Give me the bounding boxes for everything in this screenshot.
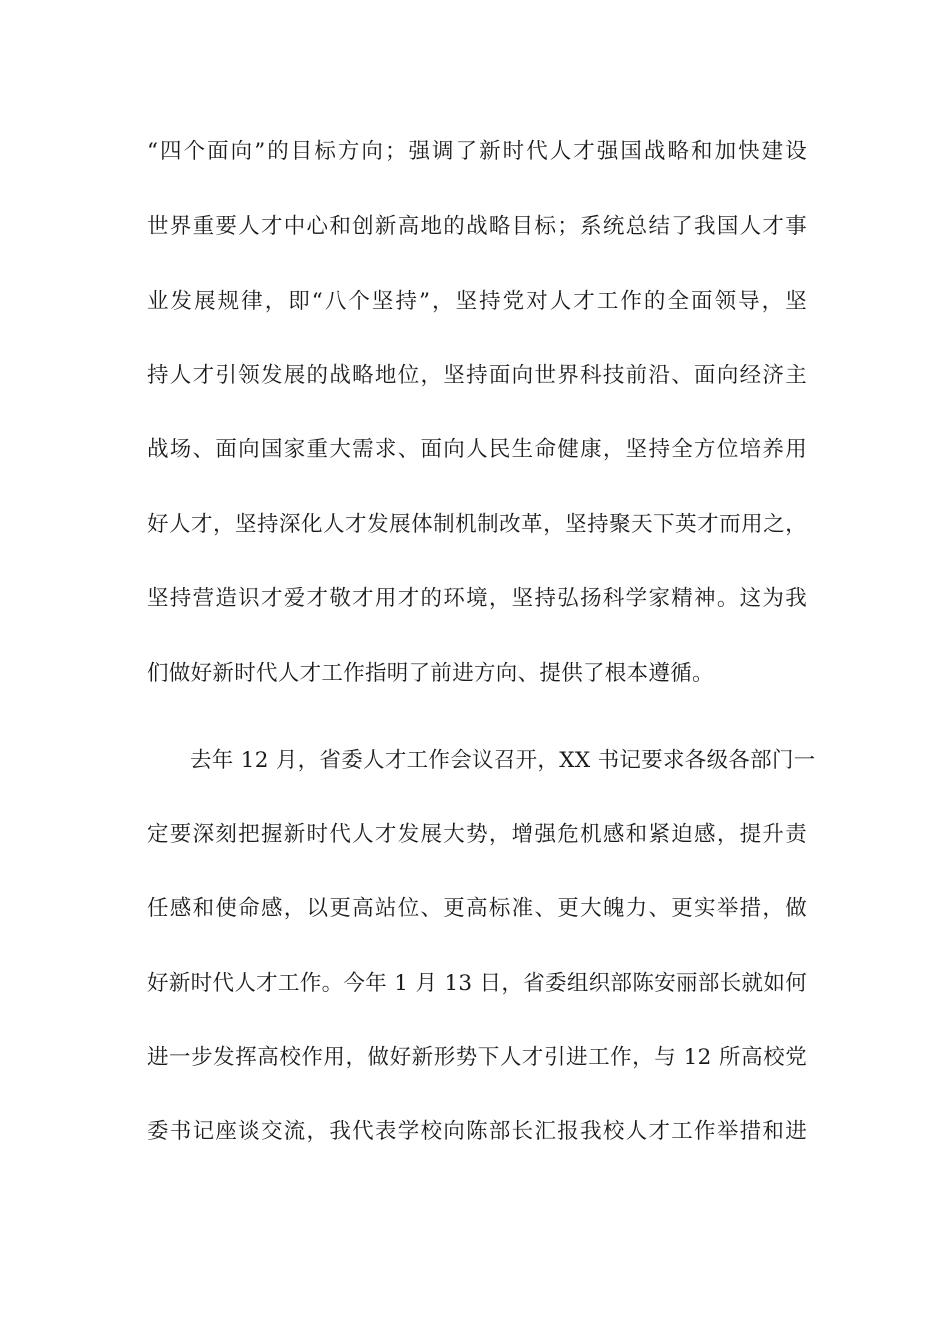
text-line-5: 战场、面向国家重大需求、面向人民生命健康，坚持全方位培养用 xyxy=(147,437,807,462)
text-line-9: 去年 12 月，省委人才工作会议召开，XX 书记要求各级各部门一 xyxy=(190,748,816,773)
text-line-10: 定要深刻把握新时代人才发展大势，增强危机感和紧迫感，提升责 xyxy=(147,822,807,847)
text-line-14: 委书记座谈交流，我代表学校向陈部长汇报我校人才工作举措和进 xyxy=(147,1119,807,1144)
text-line-1: “四个面向”的目标方向；强调了新时代人才强国战略和加快建设 xyxy=(147,139,807,164)
text-line-7: 坚持营造识才爱才敬才用才的环境，坚持弘扬科学家精神。这为我 xyxy=(147,586,807,611)
text-line-3: 业发展规律，即“八个坚持”，坚持党对人才工作的全面领导，坚 xyxy=(147,289,807,314)
text-line-11: 任感和使命感，以更高站位、更高标准、更大魄力、更实举措，做 xyxy=(147,896,807,921)
text-line-12: 好新时代人才工作。今年 1 月 13 日，省委组织部陈安丽部长就如何 xyxy=(147,971,807,996)
text-line-8: 们做好新时代人才工作指明了前进方向、提供了根本遵循。 xyxy=(147,661,714,686)
text-line-4: 持人才引领发展的战略地位，坚持面向世界科技前沿、面向经济主 xyxy=(147,363,807,388)
text-line-6: 好人才，坚持深化人才发展体制机制改革，坚持聚天下英才而用之， xyxy=(147,512,807,537)
text-line-13: 进一步发挥高校作用，做好新形势下人才引进工作，与 12 所高校党 xyxy=(147,1045,807,1070)
text-line-2: 世界重要人才中心和创新高地的战略目标；系统总结了我国人才事 xyxy=(147,214,807,239)
